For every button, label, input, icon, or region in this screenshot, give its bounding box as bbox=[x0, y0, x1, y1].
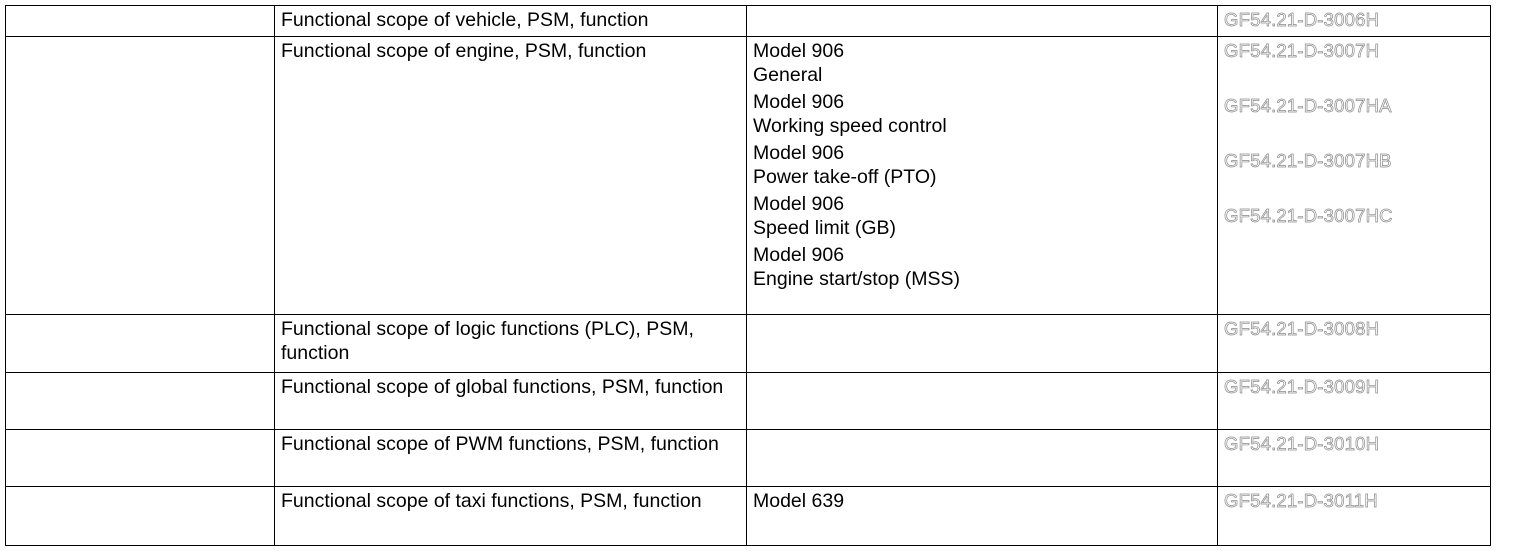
reference-code[interactable]: GF54.21-D-3011H bbox=[1224, 490, 1378, 511]
model-detail: Model 906 Engine start/stop (MSS) bbox=[753, 244, 960, 290]
table-row bbox=[6, 487, 1491, 546]
function-title: Functional scope of engine, PSM, function bbox=[275, 37, 747, 315]
reference-link[interactable] bbox=[1218, 430, 1491, 487]
empty-cell bbox=[6, 315, 275, 373]
table-row bbox=[6, 37, 1491, 315]
model-detail: Model 906 Working speed control bbox=[753, 91, 947, 137]
model-cell bbox=[747, 373, 1218, 430]
model-cell bbox=[747, 6, 1218, 37]
reference-link[interactable] bbox=[1218, 487, 1491, 546]
model-cell bbox=[747, 430, 1218, 487]
model-detail: Model 906 General bbox=[753, 40, 845, 86]
reference-code[interactable]: GF54.21-D-3006H bbox=[1224, 9, 1380, 30]
empty-cell bbox=[6, 6, 275, 37]
reference-code[interactable]: GF54.21-D-3007HB bbox=[1224, 150, 1392, 171]
table-row bbox=[6, 315, 1491, 373]
empty-cell bbox=[6, 430, 275, 487]
function-title: Functional scope of taxi functions, PSM, function bbox=[275, 487, 747, 546]
function-title: Functional scope of PWM functions, PSM, function bbox=[275, 430, 747, 487]
model-detail: Model 906 Speed limit (GB) bbox=[753, 193, 897, 239]
table-row bbox=[6, 6, 1491, 37]
reference-code[interactable]: GF54.21-D-3007HC bbox=[1224, 205, 1393, 226]
empty-cell bbox=[6, 487, 275, 546]
table-row bbox=[6, 373, 1491, 430]
function-title: Functional scope of vehicle, PSM, function bbox=[275, 6, 747, 37]
reference-link[interactable] bbox=[1218, 6, 1491, 37]
model-cell: Model 639 bbox=[747, 487, 1218, 546]
empty-cell bbox=[6, 37, 275, 315]
reference-code[interactable]: GF54.21-D-3009H bbox=[1224, 376, 1380, 397]
model-detail: Model 906 Power take-off (PTO) bbox=[753, 142, 937, 188]
reference-code[interactable]: GF54.21-D-3007HA bbox=[1224, 95, 1392, 116]
reference-link[interactable] bbox=[1218, 373, 1491, 430]
function-title: Functional scope of global functions, PSM, function bbox=[275, 373, 747, 430]
model-cell bbox=[747, 315, 1218, 373]
reference-code[interactable]: GF54.21-D-3010H bbox=[1224, 433, 1380, 454]
empty-cell bbox=[6, 373, 275, 430]
reference-link[interactable] bbox=[1218, 315, 1491, 373]
reference-cell bbox=[1218, 37, 1491, 315]
reference-code[interactable]: GF54.21-D-3007H bbox=[1224, 40, 1380, 61]
reference-table bbox=[5, 5, 1491, 546]
model-cell bbox=[747, 37, 1218, 315]
table-row bbox=[6, 430, 1491, 487]
reference-code[interactable]: GF54.21-D-3008H bbox=[1224, 318, 1380, 339]
function-title: Functional scope of logic functions (PLC), PSM, function bbox=[275, 315, 747, 373]
